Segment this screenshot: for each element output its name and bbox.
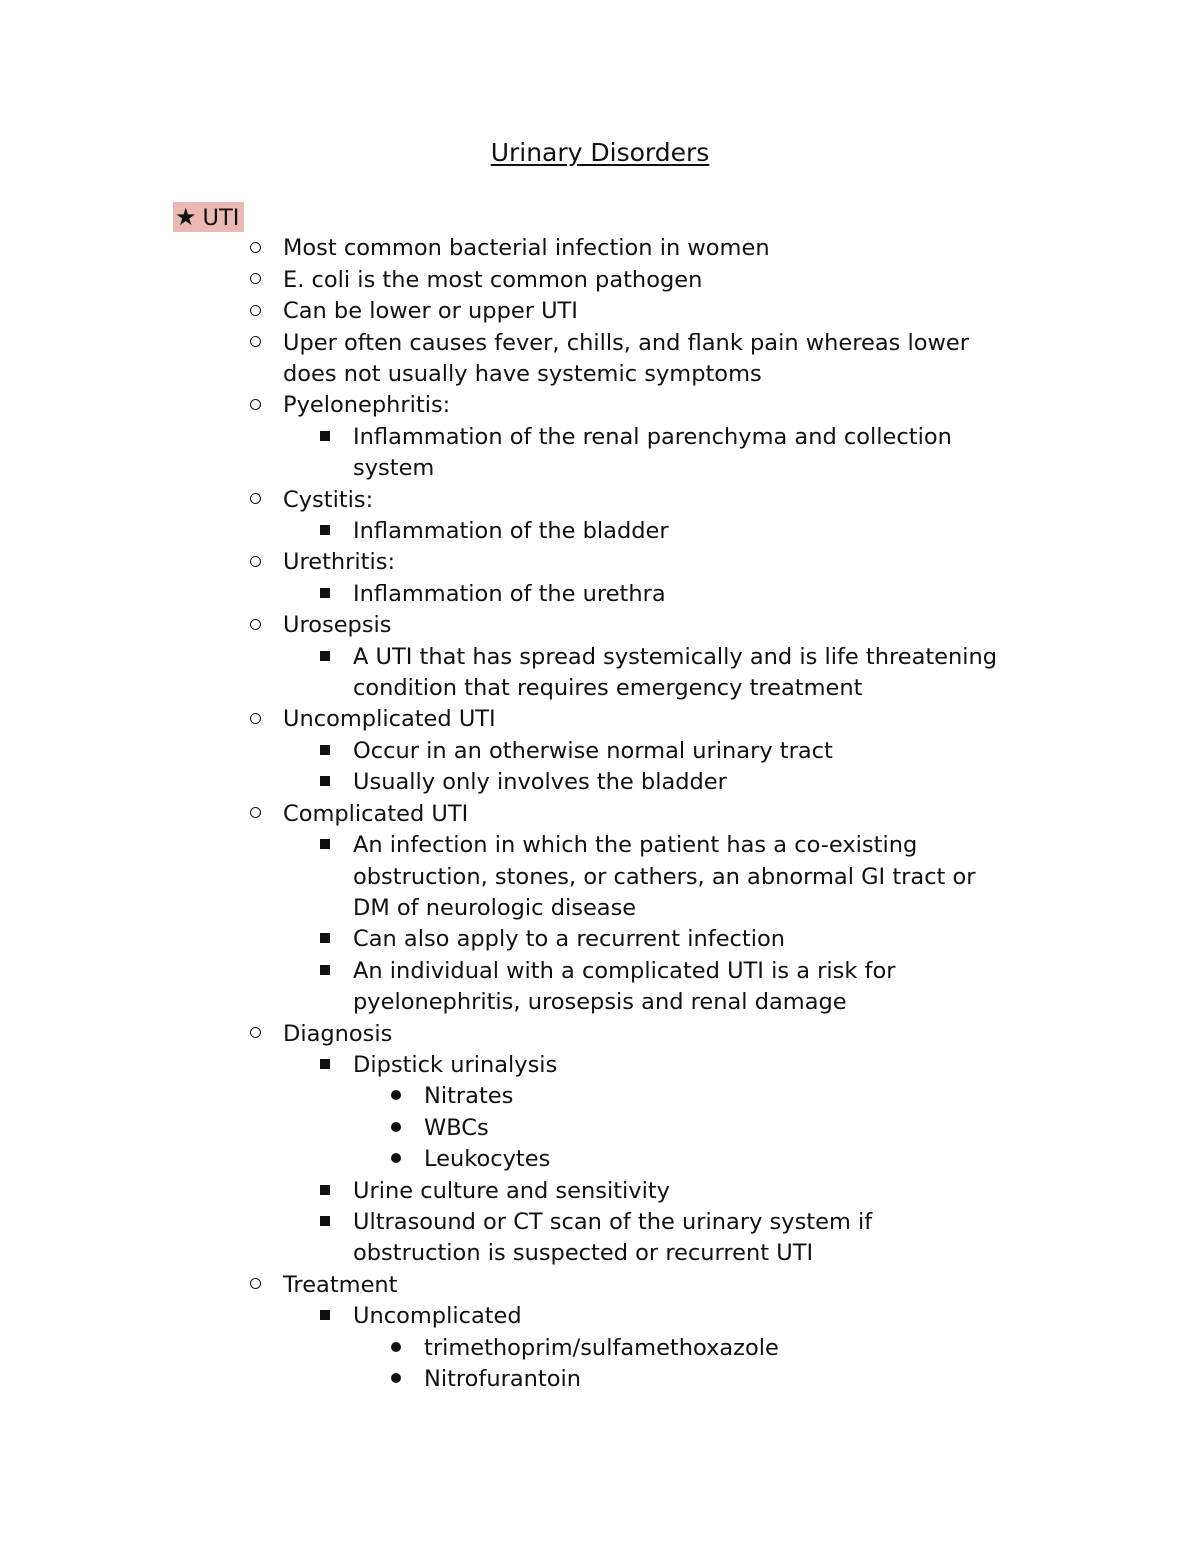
- list-item-text: Nitrofurantoin: [424, 1366, 582, 1393]
- list-item-text: Treatment: [283, 1271, 398, 1298]
- list-item-text: Most common bacterial infection in women: [283, 235, 770, 262]
- list-item: [0, 1364, 1200, 1395]
- hollow-circle-bullet-icon: [243, 1019, 267, 1050]
- list-item-text: condition that requires emergency treatment: [353, 675, 863, 702]
- list-item: [0, 642, 1200, 673]
- list-item-text: Occur in an otherwise normal urinary tract: [353, 737, 833, 764]
- list-item-text: Ultrasound or CT scan of the urinary system if: [353, 1208, 873, 1235]
- list-item-text: Dipstick urinalysis: [353, 1051, 558, 1078]
- list-item-text: Complicated UTI: [283, 800, 469, 827]
- square-bullet-icon: [313, 1176, 337, 1207]
- hollow-circle-bullet-icon: [243, 265, 267, 296]
- list-item: [0, 956, 1200, 987]
- square-bullet-icon: [313, 924, 337, 955]
- square-bullet-icon: [313, 516, 337, 547]
- filled-dot-bullet-icon: [384, 1081, 408, 1112]
- list-item: [0, 767, 1200, 798]
- list-item-continuation: [0, 862, 1200, 893]
- list-item: [0, 799, 1200, 830]
- section-heading-label: UTI: [202, 205, 240, 231]
- list-item: [0, 1207, 1200, 1238]
- section-heading: [0, 202, 1200, 233]
- list-item-text: Inflammation of the urethra: [353, 580, 666, 607]
- list-item: [0, 233, 1200, 264]
- hollow-circle-bullet-icon: [243, 610, 267, 641]
- list-item-text: obstruction, stones, or cathers, an abnormal GI tract or: [353, 863, 976, 890]
- square-bullet-icon: [313, 736, 337, 767]
- list-item-text: A UTI that has spread systemically and is life threatening: [353, 643, 998, 670]
- list-item: [0, 422, 1200, 453]
- filled-dot-bullet-icon: [384, 1364, 408, 1395]
- square-bullet-icon: [313, 956, 337, 987]
- hollow-circle-bullet-icon: [243, 390, 267, 421]
- list-item: [0, 296, 1200, 327]
- square-bullet-icon: [313, 1207, 337, 1238]
- hollow-circle-bullet-icon: [243, 485, 267, 516]
- list-item-continuation: [0, 359, 1200, 390]
- list-item: [0, 547, 1200, 578]
- list-item: [0, 1301, 1200, 1332]
- hollow-circle-bullet-icon: [243, 233, 267, 264]
- list-item-text: Can be lower or upper UTI: [283, 298, 578, 325]
- list-item: [0, 485, 1200, 516]
- list-item-text: trimethoprim/sulfamethoxazole: [424, 1334, 779, 1361]
- filled-dot-bullet-icon: [384, 1333, 408, 1364]
- list-item-text: system: [353, 455, 435, 482]
- list-item-text: Pyelonephritis:: [283, 392, 451, 419]
- hollow-circle-bullet-icon: [243, 296, 267, 327]
- square-bullet-icon: [313, 767, 337, 798]
- list-item: [0, 736, 1200, 767]
- list-item-text: Urine culture and sensitivity: [353, 1177, 670, 1204]
- filled-dot-bullet-icon: [384, 1113, 408, 1144]
- list-item-text: Cystitis:: [283, 486, 374, 513]
- list-item-text: pyelonephritis, urosepsis and renal damage: [353, 989, 847, 1016]
- list-item-text: Inflammation of the bladder: [353, 518, 669, 545]
- list-item-text: E. coli is the most common pathogen: [283, 266, 703, 293]
- list-item: [0, 1081, 1200, 1112]
- square-bullet-icon: [313, 830, 337, 861]
- list-item-text: Uncomplicated: [353, 1303, 522, 1330]
- list-item-text: Urosepsis: [283, 612, 392, 639]
- list-item-continuation: [0, 1238, 1200, 1269]
- square-bullet-icon: [313, 579, 337, 610]
- list-item: [0, 1050, 1200, 1081]
- list-item: [0, 390, 1200, 421]
- list-item-text: Diagnosis: [283, 1020, 393, 1047]
- filled-dot-bullet-icon: [384, 1144, 408, 1175]
- list-item-text: Usually only involves the bladder: [353, 769, 727, 796]
- list-item-continuation: [0, 893, 1200, 924]
- section-heading-highlight: [173, 202, 244, 232]
- list-item-text: An individual with a complicated UTI is a risk for: [353, 957, 896, 984]
- list-item-text: Uper often causes fever, chills, and flank pain whereas lower: [283, 329, 970, 356]
- list-item-continuation: [0, 987, 1200, 1018]
- star-icon: ★: [175, 203, 197, 231]
- list-item: [0, 924, 1200, 955]
- list-item-text: does not usually have systemic symptoms: [283, 361, 762, 388]
- list-item-continuation: [0, 673, 1200, 704]
- list-item-text: An infection in which the patient has a co-existing: [353, 832, 918, 859]
- hollow-circle-bullet-icon: [243, 547, 267, 578]
- list-item: [0, 1176, 1200, 1207]
- list-item-text: Urethritis:: [283, 549, 396, 576]
- list-item: [0, 516, 1200, 547]
- list-item-text: WBCs: [424, 1114, 489, 1141]
- list-item-text: Inflammation of the renal parenchyma and collection: [353, 423, 952, 450]
- list-item: [0, 265, 1200, 296]
- list-item: [0, 328, 1200, 359]
- list-item-continuation: [0, 453, 1200, 484]
- list-item-text: Leukocytes: [424, 1146, 551, 1173]
- list-item: [0, 1019, 1200, 1050]
- list-item: [0, 830, 1200, 861]
- square-bullet-icon: [313, 422, 337, 453]
- list-item-text: Nitrates: [424, 1083, 514, 1110]
- square-bullet-icon: [313, 642, 337, 673]
- hollow-circle-bullet-icon: [243, 799, 267, 830]
- list-item: [0, 579, 1200, 610]
- hollow-circle-bullet-icon: [243, 704, 267, 735]
- list-item: [0, 610, 1200, 641]
- list-item: [0, 1113, 1200, 1144]
- list-item: [0, 1144, 1200, 1175]
- list-item-text: Uncomplicated UTI: [283, 706, 496, 733]
- hollow-circle-bullet-icon: [243, 328, 267, 359]
- list-item: [0, 1333, 1200, 1364]
- square-bullet-icon: [313, 1050, 337, 1081]
- list-item: [0, 704, 1200, 735]
- hollow-circle-bullet-icon: [243, 1270, 267, 1301]
- list-item-text: obstruction is suspected or recurrent UTI: [353, 1240, 814, 1267]
- outline-list: [0, 202, 1200, 1395]
- list-item-text: DM of neurologic disease: [353, 894, 637, 921]
- square-bullet-icon: [313, 1301, 337, 1332]
- list-item: [0, 1270, 1200, 1301]
- list-item-text: Can also apply to a recurrent infection: [353, 926, 786, 953]
- page-title: Urinary Disorders: [490, 138, 710, 167]
